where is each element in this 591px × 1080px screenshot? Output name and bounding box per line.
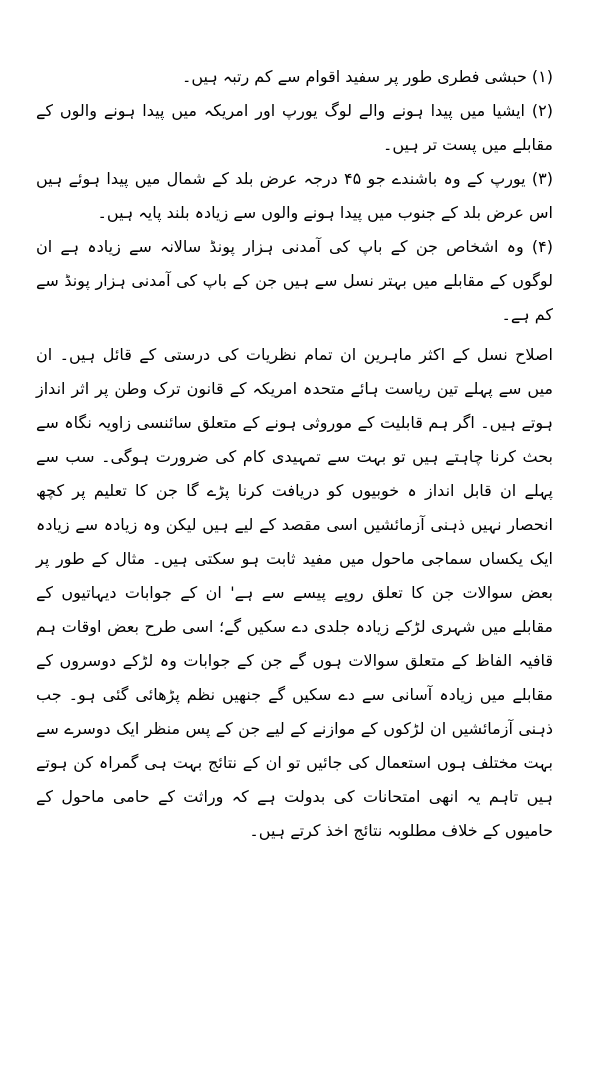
list-item-3: (۳) یورپ کے وہ باشندے جو ۴۵ درجہ عرض بلد کے شمال میں پیدا ہوئے ہیں اس عرض بلد کے جنوب میں پیدا ہونے والوں سے زیادہ بلند پایہ ہیں۔ <box>36 169 553 222</box>
list-item-4: (۴) وہ اشخاص جن کے باپ کی آمدنی ہزار پونڈ سالانہ سے زیادہ ہے ان لوگوں کے مقابلے میں بہتر نسل سے ہیں جن کے باپ کی آمدنی ہزار پونڈ سے کم ہے۔ <box>36 237 553 324</box>
list-item-2: (۲) ایشیا میں پیدا ہونے والے لوگ یورپ اور امریکہ میں پیدا ہونے والوں کے مقابلے میں پست تر ہیں۔ <box>36 101 554 154</box>
numbered-list <box>36 60 553 332</box>
main-paragraph: اصلاح نسل کے اکثر ماہرین ان تمام نظریات کی درستی کے قائل ہیں۔ ان میں سے پہلے تین ریاست ہائے متحدہ امریکہ کے قانون ترک وطن پر اثر انداز ہوتے ہیں۔ اگر ہم قابلیت کے موروثی ہونے کے متعلق سائنسی زاویہ نگاہ سے بحث کرنا چاہتے ہیں تو بہت سے تمہیدی کام کی ضرورت ہوگی۔ سب سے پہلے ان قابل انداز ہ خوبیوں کو دریافت کرنا پڑے گا جن کا تعلیم پر کچھ انحصار نہیں ذہنی آزمائشیں اسی مقصد کے لیے ہیں لیکن وہ زیادہ سے زیادہ ایک یکساں سماجی ماحول میں مفید ثابت ہو سکتی ہیں۔ مثال کے طور پر بعض سوالات جن کا تعلق روپے پیسے سے ہے' ان کے جوابات دیہاتیوں کے مقابلے میں شہری لڑکے زیادہ جلدی دے سکیں گے؛ اسی طرح بعض اوقات ہم قافیہ الفاظ کے متعلق سوالات ہوں گے جن کے جوابات وہ لڑکے دوسروں کے مقابلے میں زیادہ آسانی سے دے سکیں گے جنھیں نظم پڑھائی گئی ہو۔ جب ذہنی آزمائشیں ان لڑکوں کے موازنے کے لیے جن کے پس منظر ایک دوسرے سے بہت مختلف ہوں استعمال کی جائیں تو ان کے نتائج بہت ہی گمراہ کن ہوتے ہیں تاہم یہ انھی امتحانات کی بدولت ہے کہ وراثت کے حامی ماحول کے حامیوں کے خلاف مطلوبہ نتائج اخذ کرتے ہیں۔ <box>36 345 553 840</box>
list-item-1: (۱) حبشی فطری طور پر سفید اقوام سے کم رتبہ ہیں۔ <box>181 67 553 86</box>
